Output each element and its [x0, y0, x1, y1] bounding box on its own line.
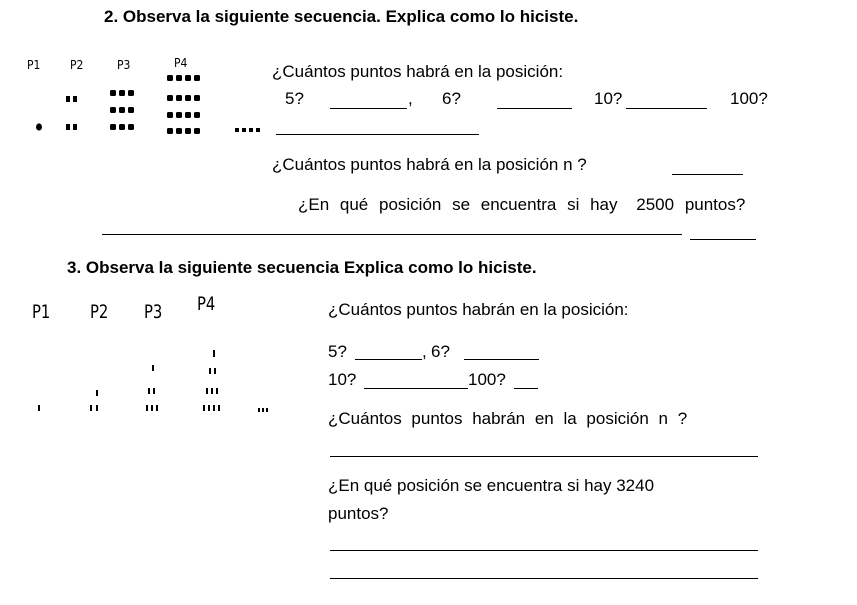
section2-item-10: 10? — [594, 89, 623, 108]
section3-answer-line-100[interactable] — [514, 388, 538, 389]
section3-continuation-dots — [258, 408, 268, 412]
section2-question-n: ¿Cuántos puntos habrá en la posición n ? — [272, 155, 587, 174]
section2-label-p3: P3 — [117, 58, 131, 72]
section3-question-position: ¿Cuántos puntos habrán en la posición: — [328, 300, 629, 319]
section2-qpos-tail: puntos? — [684, 195, 746, 214]
section2-item-100: 100? — [730, 89, 768, 108]
section2-item-6: 6? — [442, 89, 461, 108]
section3-answer-line-10[interactable] — [364, 388, 468, 389]
section2-label-p1: P1 — [27, 58, 41, 72]
section3-label-p4: P4 — [197, 293, 216, 315]
section3-p4-dots — [203, 350, 220, 411]
section2-question-position: ¿Cuántos puntos habrá en la posición: — [272, 62, 564, 81]
section3-item-10: 10? — [328, 370, 357, 389]
section2-comma: , — [408, 89, 413, 108]
section3-answer-line-position-1[interactable] — [330, 550, 758, 551]
section2-label-p2: P2 — [70, 58, 84, 72]
section2-qpos-number: 2500 — [636, 195, 675, 214]
section3-p3-dots — [146, 365, 158, 411]
section3-question-n: ¿Cuántos puntos habrán en la posición n ? — [328, 409, 688, 428]
section3-label-p2: P2 — [90, 301, 109, 323]
section3-qpos-tail: puntos? — [328, 504, 389, 523]
section3-answer-line-5[interactable] — [355, 359, 422, 360]
section3-label-p3: P3 — [144, 301, 163, 323]
section3-p1-dots — [38, 405, 40, 411]
section2-label-p4: P4 — [174, 56, 188, 70]
section3-item-100: 100? — [468, 370, 506, 389]
section3-label-p1: P1 — [32, 301, 51, 323]
section3-p2-dots — [90, 390, 98, 411]
section3-answer-line-position-2[interactable] — [330, 578, 758, 579]
section3-comma: , — [422, 342, 427, 361]
section3-heading: 3. Observa la siguiente secuencia Explica como lo hiciste. — [67, 258, 537, 277]
section3-answer-line-6[interactable] — [464, 359, 539, 360]
section2-heading: 2. Observa la siguiente secuencia. Explica como lo hiciste. — [104, 7, 579, 26]
section3-item-6: 6? — [431, 342, 450, 361]
section2-item-5: 5? — [285, 89, 304, 108]
section3-item-5: 5? — [328, 342, 347, 361]
section2-qpos-text: ¿En qué posición se encuentra si hay — [298, 195, 618, 214]
section3-question-which-position: ¿En qué posición se encuentra si hay 3240 — [328, 476, 655, 495]
section3-answer-line-n[interactable] — [330, 456, 758, 457]
